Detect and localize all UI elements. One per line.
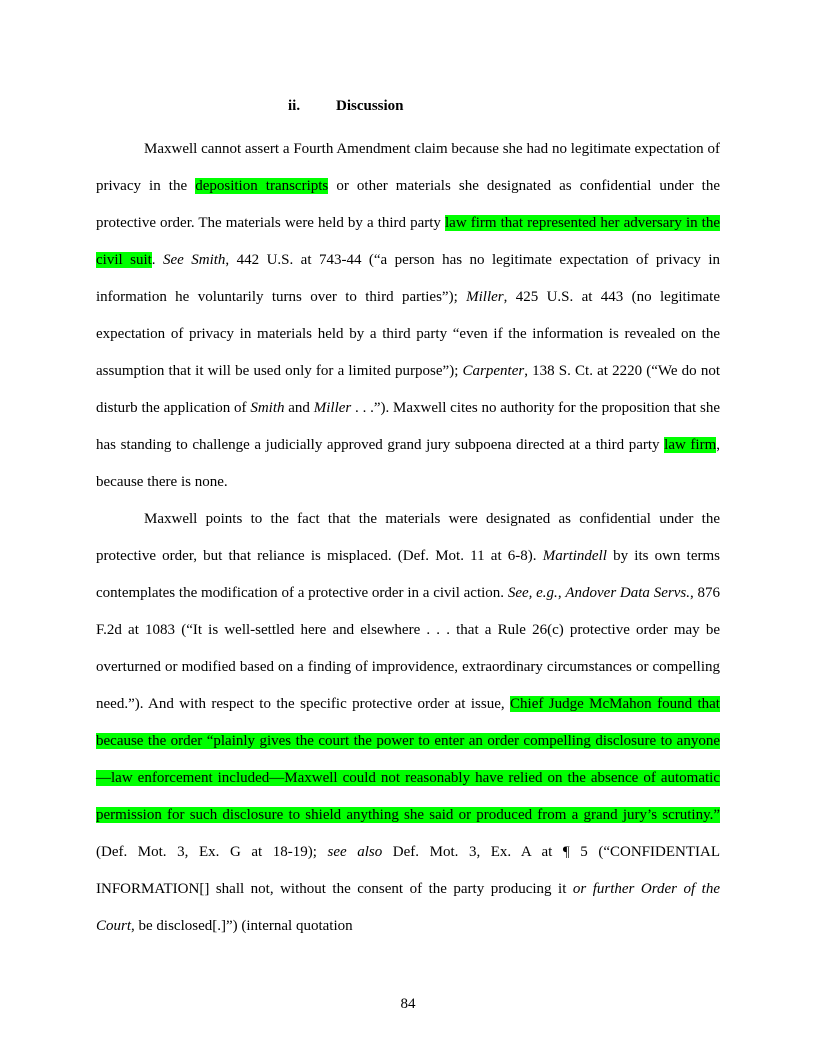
citation-italic: See, e.g. xyxy=(507,585,558,601)
document-body xyxy=(96,131,720,945)
text-run: , 138 S. Ct. at 2220 (“We do not disturb the application of xyxy=(96,363,720,416)
text-run: Maxwell points to the fact that the materials were designated as confidential under the protective order, but that reliance is misplaced. (Def. Mot. 11 at 6-8). xyxy=(96,511,720,564)
text-run: or other materials she designated as confidential under the protective order. The materials were held by a third party xyxy=(96,178,720,231)
text-run: , be disclosed[.]”) (internal quotation xyxy=(131,918,353,934)
paragraph-2 xyxy=(96,501,720,945)
section-heading xyxy=(288,96,404,116)
text-run: , 425 U.S. at 443 (no legitimate expectation of privacy in materials held by a third party “even if the information is revealed on the assumption that it will be used only for a limited purpose”); xyxy=(96,289,720,379)
text-run: , 442 U.S. at 743-44 (“a person has no legitimate expectation of privacy in information he voluntarily turns over to third parties”); xyxy=(96,252,721,305)
citation-italic: Andover Data Servs. xyxy=(565,585,690,601)
citation-italic: See Smith xyxy=(162,252,226,268)
highlight-deposition-transcripts: deposition transcripts xyxy=(195,178,329,194)
section-number: ii. xyxy=(288,98,301,114)
citation-italic: Carpenter xyxy=(462,363,525,379)
citation-italic: Smith xyxy=(250,400,285,416)
text-run: by its own terms contemplates the modification of a protective order in a civil action. xyxy=(96,548,720,601)
text-run: . xyxy=(151,252,163,268)
section-title: Discussion xyxy=(336,98,404,114)
highlight-law-firm-adversary: law firm that represented her adversary in the civil suit xyxy=(96,215,720,268)
text-run: , because there is none. xyxy=(96,437,721,490)
text-run: Maxwell cannot assert a Fourth Amendment claim because she had no legitimate expectation of privacy in the xyxy=(96,141,720,194)
text-run: and xyxy=(284,400,314,416)
text-run: (Def. Mot. 3, Ex. G at 18-19); xyxy=(96,844,328,860)
highlight-law-firm: law firm xyxy=(664,437,717,453)
page-number: 84 xyxy=(400,996,416,1012)
text-run: , xyxy=(557,585,566,601)
citation-italic: Martindell xyxy=(542,548,607,564)
text-run: , 876 F.2d at 1083 (“It is well-settled here and elsewhere . . . that a Rule 26(c) protective order may be overturned or modified based on a finding of improvidence, extraordinary circumstances or compelling need.”). And with respect to the specific protective order at issue, xyxy=(96,585,720,712)
citation-italic: see also xyxy=(327,844,383,860)
text-run: Def. Mot. 3, Ex. A at ¶ 5 (“CONFIDENTIAL INFORMATION[] shall not, without the consent of the party producing it xyxy=(96,844,720,897)
text-run: . . .”). Maxwell cites no authority for the proposition that she has standing to challenge a judicially approved grand jury subpoena directed at a third party xyxy=(96,400,720,453)
paragraph-1 xyxy=(96,131,720,501)
citation-italic: Miller xyxy=(313,400,352,416)
highlight-mcmahon-finding: Chief Judge McMahon found that because the order “plainly gives the court the power to enter an order compelling disclosure to anyone—law enforcement included—Maxwell could not reasonably have relied on the absence of automatic permission for such disclosure to shield anything she said or produced from a grand jury’s scrutiny.” xyxy=(96,696,720,823)
citation-italic: Miller xyxy=(466,289,504,305)
citation-italic: or further Order of the Court xyxy=(96,881,720,934)
